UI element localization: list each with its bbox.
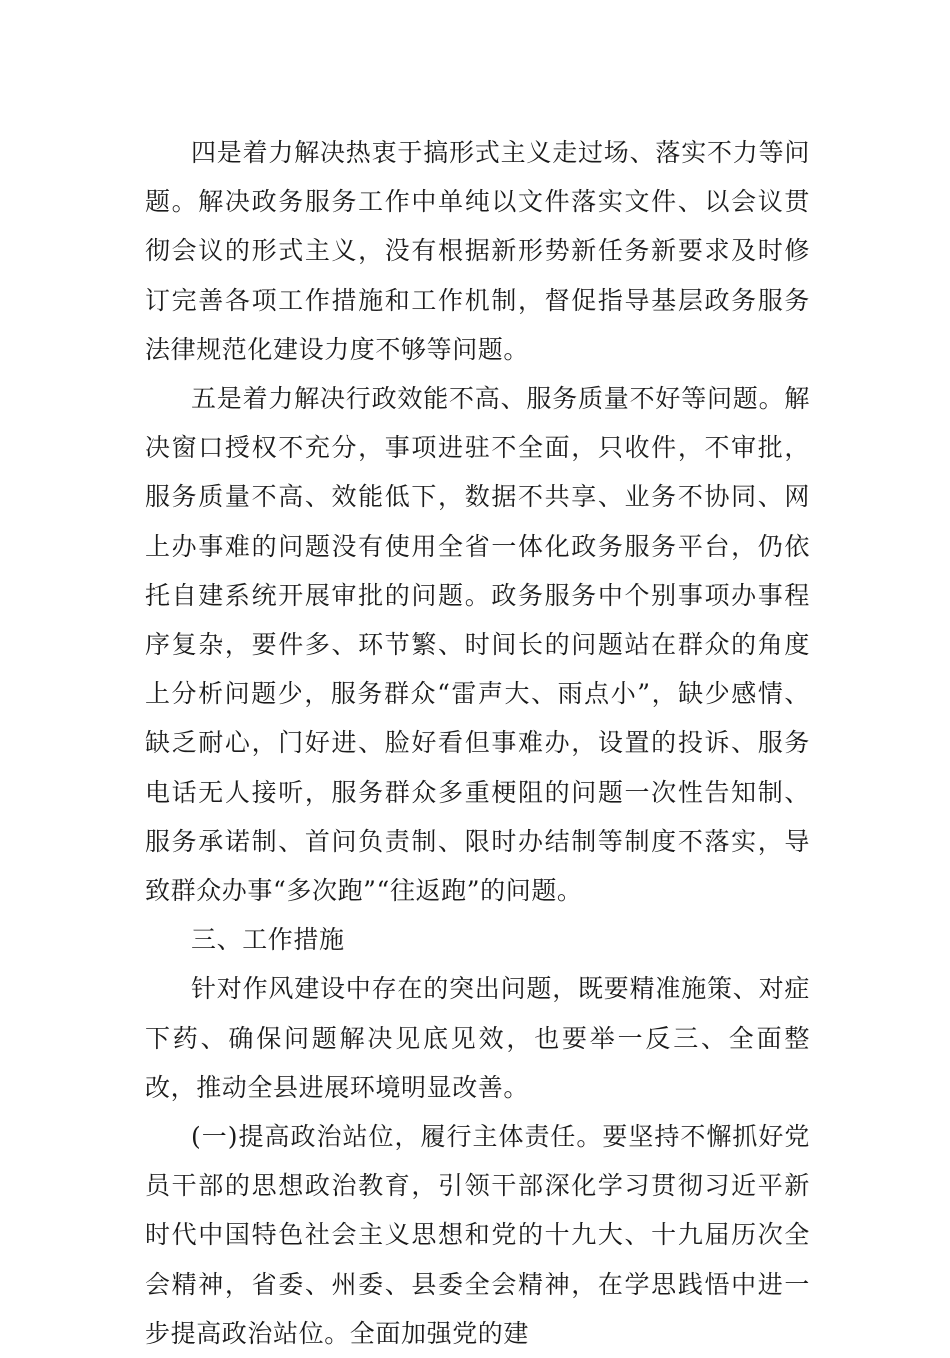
paragraph-five: 五是着力解决行政效能不高、服务质量不好等问题。解决窗口授权不充分，事项进驻不全面，只收件，不审批，服务质量不高、效能低下，数据不共享、业务不协同、网上办事难的问题没有使用全省一体化政务服务平台，仍依托自建系统开展审批的问题。政务服务中个别事项办事程序复杂，要件多、环节繁、时间长的问题站在群众的角度上分析问题少，服务群众“雷声大、雨点小”，缺少感情、缺乏耐心，门好进、脸好看但事难办，设置的投诉、服务电话无人接听，服务群众多重梗阻的问题一次性告知制、服务承诺制、首问负责制、限时办结制等制度不落实，导致群众办事“多次跑”“往返跑”的问题。 [145, 384, 810, 906]
paragraph-measures-intro: 针对作风建设中存在的突出问题，既要精准施策、对症下药、确保问题解决见底见效，也要举一反三、全面整改，推动全县进展环境明显改善。 [145, 974, 810, 1102]
paragraph-four: 四是着力解决热衷于搞形式主义走过场、落实不力等问题。解决政务服务工作中单纯以文件落实文件、以会议贯彻会议的形式主义，没有根据新形势新任务新要求及时修订完善各项工作措施和工作机制，督促指导基层政务服务法律规范化建设力度不够等问题。 [145, 138, 810, 364]
paragraph-measure-one: (一)提高政治站位，履行主体责任。要坚持不懈抓好党员干部的思想政治教育，引领干部深化学习贯彻习近平新时代中国特色社会主义思想和党的十九大、十九届历次全会精神，省委、州委、县委全会精神，在学思践悟中进一步提高政治站位。全面加强党的建 [145, 1122, 810, 1348]
document-body [145, 128, 810, 1358]
section-heading-work-measures: 三、工作措施 [191, 925, 345, 955]
